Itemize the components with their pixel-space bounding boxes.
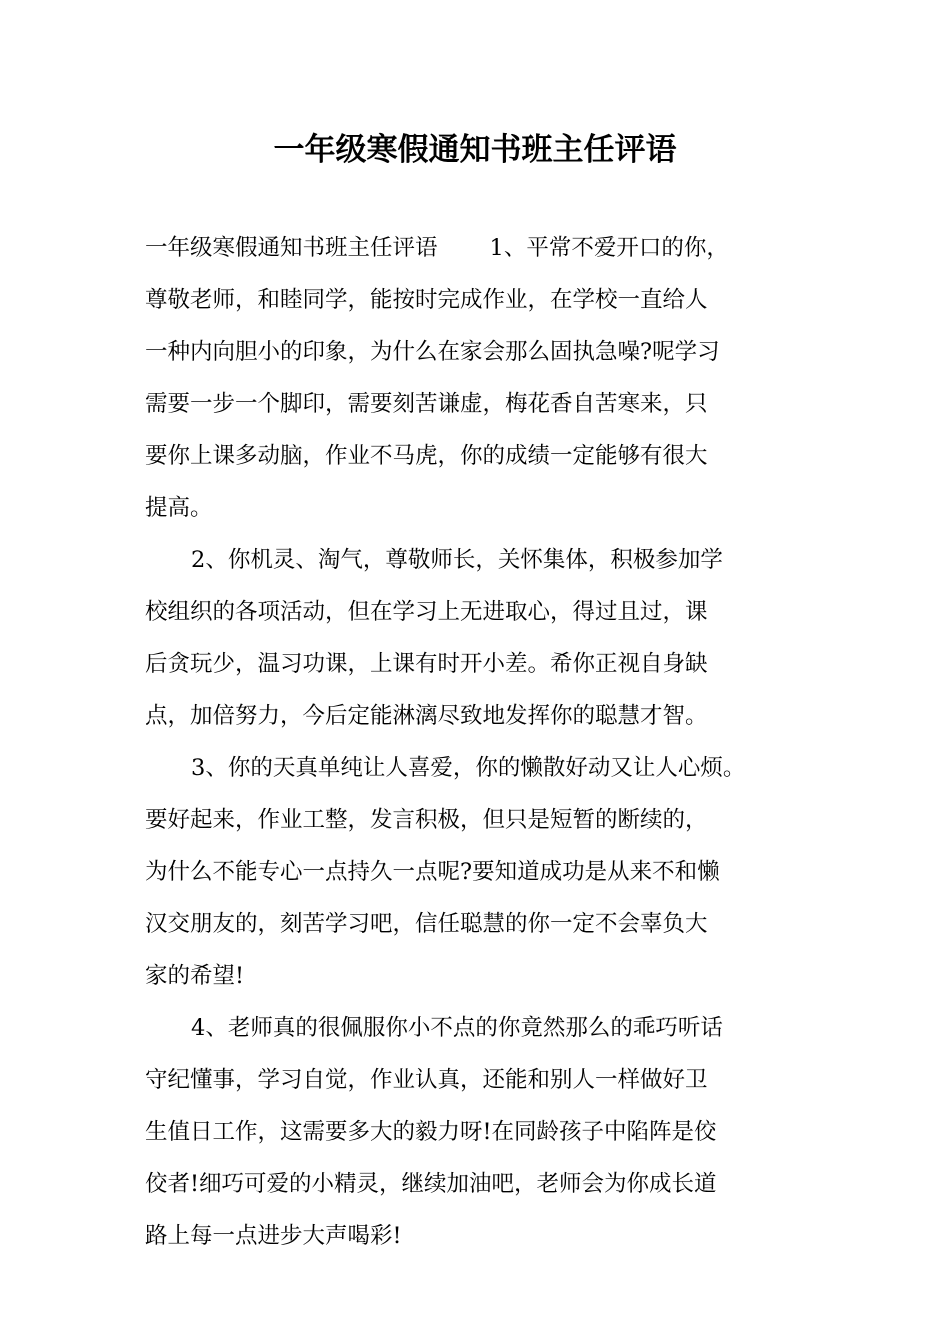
- body-line: 佼者!细巧可爱的小精灵，继续加油吧，老师会为你成长道: [145, 1171, 717, 1197]
- body-line: 点，加倍努力，今后定能淋漓尽致地发挥你的聪慧才智。: [145, 703, 708, 729]
- body-line: 生值日工作，这需要多大的毅力呀!在同龄孩子中陷阵是佼: [145, 1119, 717, 1145]
- body-line: 提高。: [145, 495, 213, 521]
- body-line: 汉交朋友的，刻苦学习吧，信任聪慧的你一定不会辜负大: [145, 911, 708, 937]
- body-line: 2、你机灵、淘气，尊敬师长，关怀集体，积极参加学: [191, 547, 723, 573]
- body-line: 3、你的天真单纯让人喜爱，你的懒散好动又让人心烦。: [191, 755, 746, 781]
- body-line: [145, 222, 810, 274]
- body-line: 路上每一点进步大声喝彩!: [145, 1223, 402, 1249]
- body-line: 一种内向胆小的印象，为什么在家会那么固执急噪?呢学习: [145, 339, 720, 365]
- body-line: 校组织的各项活动，但在学习上无进取心，得过且过，课: [145, 599, 708, 625]
- document-title: 一年级寒假通知书班主任评语: [273, 132, 677, 168]
- body-line: 后贪玩少，温习功课，上课有时开小差。希你正视自身缺: [145, 651, 708, 677]
- body-line: 4、老师真的很佩服你小不点的你竟然那么的乖巧听话: [191, 1015, 723, 1041]
- intro-label: 一年级寒假通知书班主任评语: [145, 235, 438, 261]
- body-line: 为什么不能专心一点持久一点呢?要知道成功是从来不和懒: [145, 859, 720, 885]
- document-body: [145, 222, 810, 1262]
- body-line: 需要一步一个脚印，需要刻苦谦虚，梅花香自苦寒来，只: [145, 391, 708, 417]
- body-line: 尊敬老师，和睦同学，能按时完成作业，在学校一直给人: [145, 287, 708, 313]
- body-line: 家的希望!: [145, 963, 245, 989]
- line-text: 1、平常不爱开口的你，: [489, 235, 729, 261]
- body-line: 要好起来，作业工整，发言积极，但只是短暂的断续的，: [145, 807, 708, 833]
- body-line: 守纪懂事，学习自觉，作业认真，还能和别人一样做好卫: [145, 1067, 708, 1093]
- body-line: 要你上课多动脑，作业不马虎，你的成绩一定能够有很大: [145, 443, 708, 469]
